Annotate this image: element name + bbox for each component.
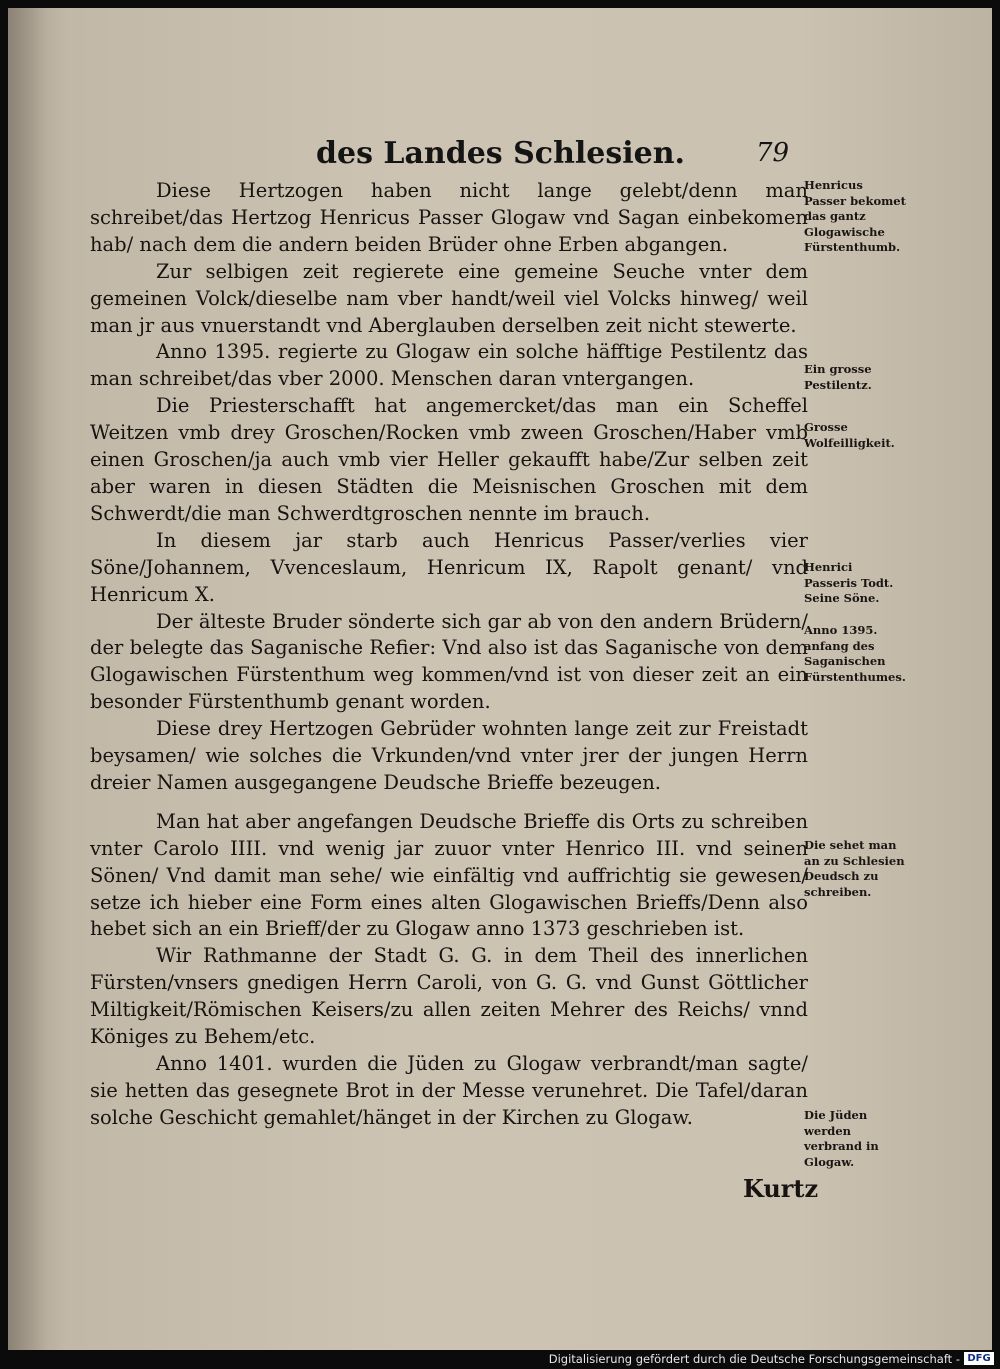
margin-note: Die sehet man an zu Schlesien Deudsch zu schreiben.: [804, 838, 905, 899]
paragraph: Diese Hertzogen haben nicht lange gelebt/denn man schreibet/das Hertzog Henricus Passer Glogaw vnd Sagan einbekomen hab/ nach dem die andern beiden Brüder ohne Erben abgangen.: [90, 179, 808, 256]
main-text-block: [90, 178, 808, 1132]
paragraph: Anno 1395. regierte zu Glogaw ein solche häfftige Pestilentz das man schreibet/das vber 2000. Menschen daran vntergangen.: [90, 340, 808, 391]
margin-note: Henrici Passeris Todt. Seine Söne.: [804, 560, 894, 605]
paragraph: In diesem jar starb auch Henricus Passer/verlies vier Söne/Johannem, Vvenceslaum, Henricum IX, Rapolt genant/ vnd Henricum X.: [90, 528, 808, 606]
digitization-footer: [0, 1350, 1000, 1369]
paragraph: Die Priesterschafft hat angemercket/das man ein Scheffel Weitzen vmb drey Groschen/Rocken vmb zween Groschen/Haber vmb einen Groschen/ja auch vmb vier Heller gekaufft habe/Zur selben zeit aber waren in diesen Städten die Meisnischen Groschen mit dem Schwerdt/die man Schwerdtgroschen nennte im brauch.: [90, 394, 808, 525]
paragraph: Wir Rathmanne der Stadt G. G. in dem Theil des innerlichen Fürsten/vnsers gnedigen Herrn Caroli, von G. G. vnd Gunst Göttlicher Miltigkeit/Römischen Keisers/zu allen zeiten Mehrer des Reichs/ vnnd Königes zu Behem/etc.: [90, 944, 808, 1049]
catchword: Kurtz: [743, 1174, 819, 1203]
margin-note: Ein grosse Pestilentz.: [804, 362, 872, 392]
paragraph: Der älteste Bruder sönderte sich gar ab von den andern Brüdern/ der belegte das Saganische Refier: Vnd also ist das Saganische von dem Glogawischen Fürstenthum weg kommen/vnd ist von dieser zeit an ein besonder Fürstenthumb genant worden.: [90, 609, 808, 714]
paragraph: Man hat aber angefangen Deudsche Brieffe dis Orts zu schreiben vnter Carolo IIII. vnd wenig jar zuuor vnter Henrico III. vnd seinen Sönen/ Vnd damit man sehe/ wie einfältig vnd auffrichtig sie gewesen/ setze ich hieber eine Form eines alten Glogawischen Brieffs/Denn also hebet sich an ein Brieff/der zu Glogaw anno 1373 geschrieben ist.: [90, 809, 808, 941]
funding-credit: Digitalisierung gefördert durch die Deutsche Forschungsgemeinschaft -: [548, 1352, 960, 1366]
running-title: des Landes Schlesien.: [316, 136, 685, 171]
margin-note: Henricus Passer bekomet das gantz Glogawische Fürstenthumb.: [804, 178, 906, 254]
dfg-logo-icon: DFG: [964, 1352, 994, 1365]
page-header: [308, 136, 808, 176]
paragraph: Diese drey Hertzogen Gebrüder wohnten lange zeit zur Freistadt beysamen/ wie solches die Vrkunden/vnd vnter jrer der jungen Herrn dreier Namen ausgegangene Deudsche Brieffe bezeugen.: [90, 717, 808, 794]
margin-note: Grosse Wolfeilligkeit.: [804, 420, 895, 450]
margin-note: Anno 1395. anfang des Saganischen Fürstenthumes.: [804, 623, 906, 684]
paragraph: Zur selbigen zeit regierete eine gemeine Seuche vnter dem gemeinen Volck/dieselbe nam vber handt/weil viel Volcks hinweg/ weil man jr aus vnuerstandt vnd Aberglauben derselben zeit nicht stewerte.: [90, 259, 808, 337]
book-page: [8, 8, 992, 1356]
page-number: 79: [756, 138, 790, 168]
margin-note: Die Jüden werden verbrand in Glogaw.: [804, 1108, 879, 1169]
paragraph: Anno 1401. wurden die Jüden zu Glogaw verbrandt/man sagte/ sie hetten das gesegnete Brot in der Messe verunehret. Die Tafel/daran solche Geschicht gemahlet/hänget in der Kirchen zu Glogaw.: [90, 1052, 808, 1129]
